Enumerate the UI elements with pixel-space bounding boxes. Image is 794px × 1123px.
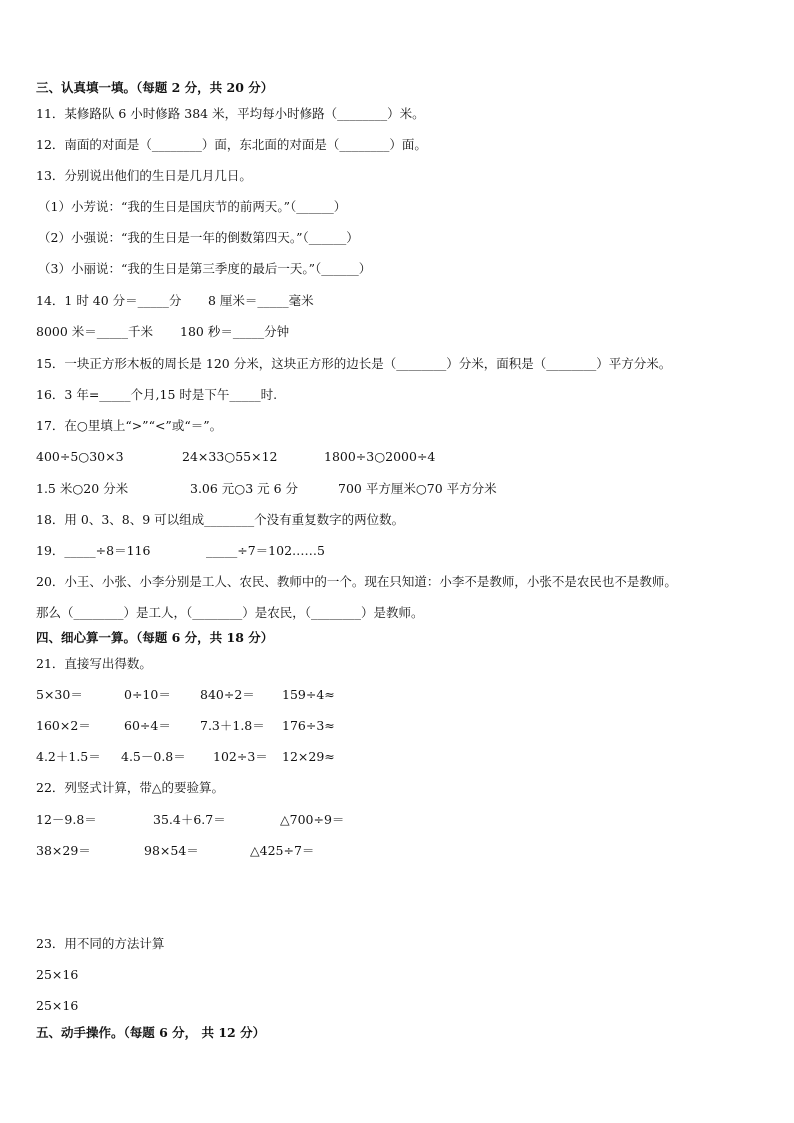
calc-item: 0÷10＝ <box>124 687 171 702</box>
calc-item: △425÷7＝ <box>250 843 315 858</box>
section-4-title: 四、细心算一算。（每题 6 分，共 18 分） <box>36 630 274 645</box>
question-22: 22．列竖式计算，带△的要验算。 <box>36 780 225 795</box>
question-20-line-2: 那么（________）是工人，（________）是农民，（________）是教师。 <box>36 605 424 620</box>
question-23-b: 25×16 <box>36 998 79 1013</box>
calc-item: 159÷4≈ <box>282 687 335 702</box>
question-13: 13．分别说出他们的生日是几月几日。 <box>36 168 252 183</box>
question-13-2: （2）小强说：“我的生日是一年的倒数第四天。”（______） <box>38 230 359 245</box>
calc-item: 4.2＋1.5＝ <box>36 749 101 764</box>
question-13-1: （1）小芳说：“我的生日是国庆节的前两天。”（______） <box>38 199 347 214</box>
question-12: 12．南面的对面是（________）面，东北面的对面是（________）面。 <box>36 137 427 152</box>
question-20: 20．小王、小张、小李分别是工人、农民、教师中的一个。现在只知道：小李不是教师，小张不是农民也不是教师。 <box>36 574 677 589</box>
question-17-e: 3.06 元○3 元 6 分 <box>190 481 299 496</box>
question-17-c: 1800÷3○2000÷4 <box>324 449 436 464</box>
question-17-f: 700 平方厘米○70 平方分米 <box>338 481 497 496</box>
question-14-a: 14．1 时 40 分＝_____分 <box>36 293 182 308</box>
question-13-3: （3）小丽说：“我的生日是第三季度的最后一天。”（______） <box>38 261 372 276</box>
calc-item: 60÷4＝ <box>124 718 171 733</box>
question-17-a: 400÷5○30×3 <box>36 449 124 464</box>
calc-item: 7.3＋1.8＝ <box>200 718 265 733</box>
calc-item: 12－9.8＝ <box>36 812 97 827</box>
question-16: 16．3 年=_____个月,15 时是下午_____时. <box>36 387 278 402</box>
question-23-a: 25×16 <box>36 967 79 982</box>
question-21: 21．直接写出得数。 <box>36 656 152 671</box>
question-23: 23．用不同的方法计算 <box>36 936 165 951</box>
question-19-b: _____÷7＝102……5 <box>206 543 325 558</box>
calc-item: 4.5－0.8＝ <box>121 749 186 764</box>
calc-item: 160×2＝ <box>36 718 91 733</box>
question-14-b: 8 厘米＝_____毫米 <box>208 293 314 308</box>
question-18: 18．用 0、3、8、9 可以组成________个没有重复数字的两位数。 <box>36 512 405 527</box>
calc-item: 35.4＋6.7＝ <box>153 812 226 827</box>
calc-item: 840÷2＝ <box>200 687 255 702</box>
calc-item: 102÷3＝ <box>213 749 268 764</box>
question-14-d: 180 秒＝_____分钟 <box>180 324 290 339</box>
question-11: 11．某修路队 6 小时修路 384 米，平均每小时修路（________）米。 <box>36 106 425 121</box>
section-3-title: 三、认真填一填。（每题 2 分，共 20 分） <box>36 80 274 95</box>
question-15: 15．一块正方形木板的周长是 120 分米，这块正方形的边长是（________）分米，面积是（________）平方分米。 <box>36 356 672 371</box>
calc-item: 5×30＝ <box>36 687 83 702</box>
question-17-b: 24×33○55×12 <box>182 449 278 464</box>
calc-item: 176÷3≈ <box>282 718 335 733</box>
calc-item: 38×29＝ <box>36 843 91 858</box>
calc-item: 98×54＝ <box>144 843 199 858</box>
question-17: 17．在○里填上“>”“<”或“＝”。 <box>36 418 223 433</box>
question-17-d: 1.5 米○20 分米 <box>36 481 129 496</box>
section-5-title: 五、动手操作。（每题 6 分， 共 12 分） <box>36 1025 266 1040</box>
question-14-c: 8000 米＝_____千米 <box>36 324 154 339</box>
calc-item: △700÷9＝ <box>280 812 345 827</box>
question-19-a: 19．_____÷8＝116 <box>36 543 151 558</box>
calc-item: 12×29≈ <box>282 749 335 764</box>
